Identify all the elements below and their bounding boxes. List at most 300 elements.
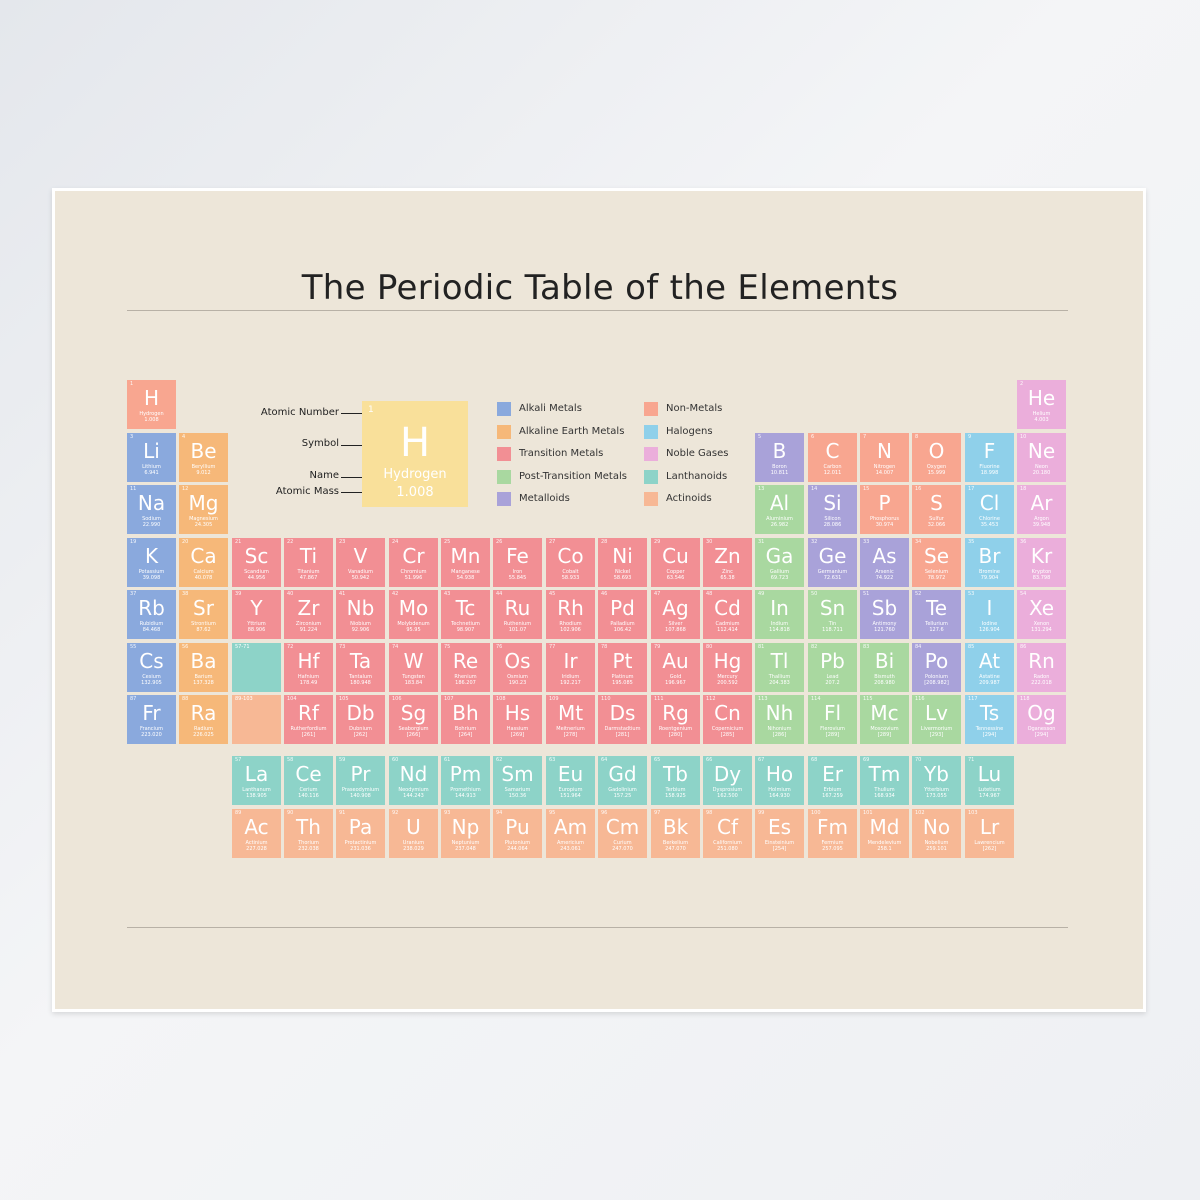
element-cell <box>912 485 961 534</box>
element-mass: [294] <box>1034 732 1049 738</box>
element-name: Chromium <box>400 569 427 575</box>
element-name: Copper <box>666 569 685 575</box>
element-mass: 137.328 <box>193 680 214 686</box>
element-name: Seaborgium <box>398 726 429 732</box>
element-number: 93 <box>444 810 451 816</box>
element-name: Tellurium <box>925 621 948 627</box>
element-cell <box>336 756 385 805</box>
element-symbol: Sg <box>400 701 427 725</box>
element-symbol: Og <box>1027 701 1056 725</box>
element-name: Bohrium <box>454 726 477 732</box>
element-cell <box>912 433 961 482</box>
element-mass: 131.294 <box>1031 627 1052 633</box>
element-mass: 15.999 <box>927 470 946 476</box>
element-cell <box>336 538 385 587</box>
element-mass: 32.066 <box>927 522 946 528</box>
legend-label: Halogens <box>666 426 713 437</box>
element-mass: 107.868 <box>665 627 686 633</box>
element-cell <box>808 433 857 482</box>
element-symbol: Ce <box>295 762 322 786</box>
element-symbol: Xe <box>1028 596 1055 620</box>
element-cell <box>965 433 1014 482</box>
element-symbol: Cd <box>714 596 741 620</box>
element-cell <box>179 590 228 639</box>
element-name: Copernicium <box>711 726 744 732</box>
element-mass: 127.6 <box>929 627 944 633</box>
element-number: 71 <box>968 757 975 763</box>
element-cell <box>912 590 961 639</box>
element-cell <box>441 643 490 692</box>
element-mass: 28.086 <box>823 522 842 528</box>
element-cell <box>860 590 909 639</box>
element-symbol: Cs <box>139 649 164 673</box>
element-mass: 151.964 <box>560 793 581 799</box>
element-cell <box>389 756 438 805</box>
element-mass: 112.414 <box>717 627 738 633</box>
element-mass: 258.1 <box>877 846 892 852</box>
element-symbol: Ni <box>612 544 633 568</box>
element-mass: 259.101 <box>926 846 947 852</box>
element-cell <box>336 695 385 744</box>
element-cell <box>598 590 647 639</box>
element-symbol: Eu <box>557 762 584 786</box>
element-cell <box>703 538 752 587</box>
element-name: Carbon <box>823 464 842 470</box>
element-cell <box>651 809 700 858</box>
element-cell <box>493 643 542 692</box>
element-name: Terbium <box>665 787 686 793</box>
legend-label: Alkaline Earth Metals <box>519 426 625 437</box>
element-name: Gallium <box>769 569 790 575</box>
element-cell <box>127 538 176 587</box>
element-cell <box>284 756 333 805</box>
element-cell <box>808 590 857 639</box>
element-name: Titanium <box>297 569 320 575</box>
element-symbol: Mc <box>870 701 899 725</box>
element-mass: 247.070 <box>665 846 686 852</box>
element-number: 27 <box>549 539 556 545</box>
element-mass: 51.996 <box>404 575 423 581</box>
element-number: 59 <box>339 757 346 763</box>
element-cell <box>546 590 595 639</box>
element-mass: 237.048 <box>455 846 476 852</box>
element-number: 111 <box>654 696 664 702</box>
element-cell <box>127 695 176 744</box>
element-name: Iridium <box>561 674 580 680</box>
element-name: Gold <box>669 674 682 680</box>
element-number: 46 <box>601 591 608 597</box>
element-mass: 39.948 <box>1032 522 1051 528</box>
element-number: 6 <box>811 434 815 440</box>
element-symbol: Na <box>137 491 166 515</box>
element-cell <box>598 643 647 692</box>
element-cell <box>703 809 752 858</box>
element-mass: 58.933 <box>561 575 580 581</box>
element-cell <box>179 485 228 534</box>
element-name: Rubidium <box>139 621 164 627</box>
element-cell <box>127 485 176 534</box>
element-number: 117 <box>968 696 978 702</box>
element-mass: [208.982] <box>924 680 949 686</box>
element-number: 108 <box>496 696 506 702</box>
element-name: Protactinium <box>344 840 377 846</box>
element-name: Radon <box>1033 674 1050 680</box>
element-number: 92 <box>392 810 399 816</box>
element-name: Europium <box>558 787 583 793</box>
element-symbol: Sb <box>871 596 898 620</box>
element-mass: 78.972 <box>927 575 946 581</box>
element-mass: 30.974 <box>875 522 894 528</box>
element-number: 44 <box>496 591 503 597</box>
element-mass: 10.811 <box>770 470 789 476</box>
element-symbol: Fl <box>823 701 842 725</box>
element-mass: 140.116 <box>298 793 319 799</box>
element-mass: [289] <box>825 732 840 738</box>
element-symbol: In <box>770 596 789 620</box>
element-cell <box>284 643 333 692</box>
element-number: 8 <box>915 434 919 440</box>
element-cell <box>179 433 228 482</box>
element-number: 54 <box>1020 591 1027 597</box>
element-cell <box>232 756 281 805</box>
element-mass: 79.904 <box>980 575 999 581</box>
element-symbol: Gd <box>608 762 637 786</box>
element-cell <box>441 590 490 639</box>
element-name: Astatine <box>979 674 1000 680</box>
element-cell <box>546 756 595 805</box>
element-cell <box>336 643 385 692</box>
element-symbol: Ir <box>563 649 578 673</box>
element-number: 77 <box>549 644 556 650</box>
element-mass: 14.007 <box>875 470 894 476</box>
element-cell <box>808 643 857 692</box>
element-symbol: He <box>1027 386 1056 410</box>
element-name: Hafnium <box>297 674 320 680</box>
element-cell <box>127 433 176 482</box>
element-symbol: Re <box>452 649 479 673</box>
element-mass: 26.982 <box>770 522 789 528</box>
element-number: 101 <box>863 810 873 816</box>
element-mass: 208.980 <box>874 680 895 686</box>
element-name: Mendelevium <box>867 840 902 846</box>
element-name: Lawrencium <box>974 840 1005 846</box>
element-symbol: Cn <box>714 701 741 725</box>
element-symbol: C <box>825 439 840 463</box>
element-mass: 144.243 <box>403 793 424 799</box>
element-mass: 126.904 <box>979 627 1000 633</box>
key-label-atomic-number: Atomic Number <box>260 407 339 418</box>
element-cell <box>389 538 438 587</box>
element-number: 7 <box>863 434 867 440</box>
element-name: Actinium <box>245 840 268 846</box>
element-name: Iodine <box>981 621 998 627</box>
element-name: Gadolinium <box>608 787 637 793</box>
element-name: Potassium <box>138 569 165 575</box>
element-name: Xenon <box>1033 621 1050 627</box>
element-name: Americium <box>557 840 584 846</box>
element-cell <box>1017 538 1066 587</box>
element-cell <box>912 643 961 692</box>
element-name: Roentgenium <box>658 726 693 732</box>
element-number: 88 <box>182 696 189 702</box>
element-symbol: Ca <box>190 544 217 568</box>
element-number: 42 <box>392 591 399 597</box>
element-name: Krypton <box>1031 569 1052 575</box>
element-name: Phosphorus <box>869 516 900 522</box>
element-cell <box>860 433 909 482</box>
element-number: 29 <box>654 539 661 545</box>
element-number: 56 <box>182 644 189 650</box>
element-symbol: Co <box>557 544 584 568</box>
element-mass: 178.49 <box>299 680 318 686</box>
element-number: 30 <box>706 539 713 545</box>
element-mass: 44.956 <box>247 575 266 581</box>
element-mass: 121.760 <box>874 627 895 633</box>
element-name: Neon <box>1034 464 1049 470</box>
element-name: Arsenic <box>875 569 894 575</box>
element-name: Sodium <box>142 516 161 522</box>
key-label-name: Name <box>309 470 339 481</box>
element-cell <box>912 809 961 858</box>
element-symbol: Lr <box>979 815 1000 839</box>
element-cell <box>493 809 542 858</box>
legend-label: Metalloids <box>519 493 570 504</box>
element-mass: 132.905 <box>141 680 162 686</box>
element-name: Ytterbium <box>924 787 949 793</box>
element-number: 90 <box>287 810 294 816</box>
element-name: Rutherfordium <box>290 726 327 732</box>
element-mass: 92.906 <box>351 627 370 633</box>
element-name: Nitrogen <box>873 464 896 470</box>
element-cell <box>493 695 542 744</box>
element-name: Francium <box>140 726 163 732</box>
element-number: 116 <box>915 696 925 702</box>
element-number: 3 <box>130 434 134 440</box>
element-number: 35 <box>968 539 975 545</box>
element-cell <box>336 809 385 858</box>
element-symbol: Ti <box>299 544 318 568</box>
element-symbol: Kr <box>1030 544 1053 568</box>
element-cell <box>1017 380 1066 429</box>
element-mass: 20.180 <box>1032 470 1051 476</box>
element-name: Tungsten <box>402 674 425 680</box>
placeholder-range: 89-103 <box>235 696 253 702</box>
element-name: Oxygen <box>926 464 947 470</box>
element-cell <box>179 538 228 587</box>
element-mass: [262] <box>982 846 997 852</box>
element-number: 14 <box>811 486 818 492</box>
placeholder-range: 57-71 <box>235 644 250 650</box>
element-number: 20 <box>182 539 189 545</box>
element-symbol: Ho <box>765 762 794 786</box>
element-mass: [269] <box>510 732 525 738</box>
element-symbol: Hs <box>504 701 531 725</box>
element-symbol: Cl <box>979 491 1000 515</box>
element-symbol: Mo <box>398 596 429 620</box>
element-mass: [286] <box>772 732 787 738</box>
element-mass: 98.907 <box>456 627 475 633</box>
element-cell <box>912 695 961 744</box>
element-name: Bismuth <box>874 674 895 680</box>
element-number: 25 <box>444 539 451 545</box>
element-symbol: Pu <box>505 815 530 839</box>
element-name: Zirconium <box>295 621 322 627</box>
element-name: Vanadium <box>348 569 373 575</box>
element-name: Moscovium <box>870 726 899 732</box>
element-number: 100 <box>811 810 821 816</box>
element-cell <box>860 538 909 587</box>
element-name: Hydrogen <box>139 411 164 417</box>
element-symbol: Zn <box>714 544 741 568</box>
element-mass: 174.967 <box>979 793 1000 799</box>
element-number: 67 <box>758 757 765 763</box>
element-name: Rhodium <box>559 621 582 627</box>
element-name: Lithium <box>142 464 161 470</box>
element-number: 83 <box>863 644 870 650</box>
element-symbol: O <box>928 439 945 463</box>
element-number: 109 <box>549 696 559 702</box>
element-cell <box>755 433 804 482</box>
element-name: Lanthanum <box>242 787 271 793</box>
element-symbol: Ra <box>190 701 217 725</box>
element-mass: [281] <box>615 732 630 738</box>
element-mass: 209.987 <box>979 680 1000 686</box>
element-cell <box>389 809 438 858</box>
element-symbol: Mn <box>450 544 481 568</box>
element-name: Nickel <box>614 569 631 575</box>
element-cell <box>912 538 961 587</box>
element-name: Technetium <box>451 621 480 627</box>
element-cell <box>755 643 804 692</box>
element-number: 18 <box>1020 486 1027 492</box>
element-cell <box>808 695 857 744</box>
element-symbol: Am <box>553 815 588 839</box>
element-symbol: Y <box>250 596 263 620</box>
key-label-symbol: Symbol <box>301 438 339 449</box>
element-number: 81 <box>758 644 765 650</box>
element-name: Tantalum <box>349 674 372 680</box>
element-mass: 150.36 <box>508 793 527 799</box>
element-cell <box>284 590 333 639</box>
element-symbol: Ag <box>662 596 689 620</box>
element-number: 78 <box>601 644 608 650</box>
element-name: Calcium <box>193 569 214 575</box>
element-symbol: Au <box>662 649 689 673</box>
key-label-atomic-mass: Atomic Mass <box>275 486 339 497</box>
element-name: Radium <box>193 726 214 732</box>
element-name: Argon <box>1034 516 1049 522</box>
element-number: 82 <box>811 644 818 650</box>
element-number: 24 <box>392 539 399 545</box>
element-mass: [261] <box>301 732 316 738</box>
element-symbol: At <box>978 649 1001 673</box>
element-symbol: Be <box>190 439 217 463</box>
element-symbol: No <box>922 815 951 839</box>
element-symbol: Ta <box>349 649 372 673</box>
element-symbol: H <box>143 386 160 410</box>
element-mass: 196.967 <box>665 680 686 686</box>
element-number: 72 <box>287 644 294 650</box>
element-number: 51 <box>863 591 870 597</box>
element-symbol: Ge <box>818 544 847 568</box>
element-name: Dysprosium <box>712 787 743 793</box>
element-mass: [264] <box>458 732 473 738</box>
element-symbol: Mg <box>188 491 219 515</box>
element-number: 91 <box>339 810 346 816</box>
element-symbol: Tl <box>770 649 789 673</box>
element-mass: 50.942 <box>351 575 370 581</box>
element-number: 5 <box>758 434 762 440</box>
element-name: Niobium <box>350 621 371 627</box>
element-name: Tin <box>828 621 837 627</box>
element-number: 13 <box>758 486 765 492</box>
element-mass: 58.693 <box>613 575 632 581</box>
element-number: 65 <box>654 757 661 763</box>
element-name: Cadmium <box>715 621 740 627</box>
element-name: Neptunium <box>451 840 480 846</box>
element-number: 64 <box>601 757 608 763</box>
key-name: Hydrogen <box>383 467 447 482</box>
element-name: Thorium <box>298 840 319 846</box>
element-cell <box>127 380 176 429</box>
element-symbol: Pb <box>820 649 845 673</box>
element-symbol: Tc <box>455 596 476 620</box>
element-mass: 223.020 <box>141 732 162 738</box>
element-mass: 74.922 <box>875 575 894 581</box>
element-symbol: Lu <box>977 762 1002 786</box>
element-cell <box>441 756 490 805</box>
element-number: 57 <box>235 757 242 763</box>
element-mass: 190.23 <box>508 680 527 686</box>
element-number: 62 <box>496 757 503 763</box>
element-cell <box>755 809 804 858</box>
element-number: 70 <box>915 757 922 763</box>
element-name: Polonium <box>925 674 948 680</box>
element-name: Berkelium <box>662 840 689 846</box>
element-symbol: Ne <box>1027 439 1056 463</box>
element-symbol: La <box>244 762 269 786</box>
element-mass: 6.941 <box>144 470 159 476</box>
element-symbol: Po <box>924 649 949 673</box>
element-mass: 238.029 <box>403 846 424 852</box>
element-symbol: Bk <box>662 815 689 839</box>
element-name: Livermorium <box>920 726 953 732</box>
element-mass: 158.925 <box>665 793 686 799</box>
element-symbol: Hg <box>713 649 742 673</box>
element-number: 23 <box>339 539 346 545</box>
element-mass: [254] <box>772 846 787 852</box>
element-name: Manganese <box>451 569 480 575</box>
element-number: 68 <box>811 757 818 763</box>
element-name: Cerium <box>299 787 318 793</box>
element-symbol: Th <box>296 815 321 839</box>
element-number: 50 <box>811 591 818 597</box>
element-mass: 200.592 <box>717 680 738 686</box>
element-number: 19 <box>130 539 137 545</box>
element-name: Germanium <box>817 569 848 575</box>
element-cell <box>755 756 804 805</box>
element-mass: 232.038 <box>298 846 319 852</box>
element-number: 69 <box>863 757 870 763</box>
element-mass: 244.064 <box>507 846 528 852</box>
element-name: Meitnerium <box>556 726 585 732</box>
element-symbol: V <box>353 544 368 568</box>
element-symbol: Lv <box>925 701 948 725</box>
element-cell <box>232 809 281 858</box>
element-mass: 63.546 <box>666 575 685 581</box>
element-cell <box>651 590 700 639</box>
element-name: Californium <box>713 840 742 846</box>
